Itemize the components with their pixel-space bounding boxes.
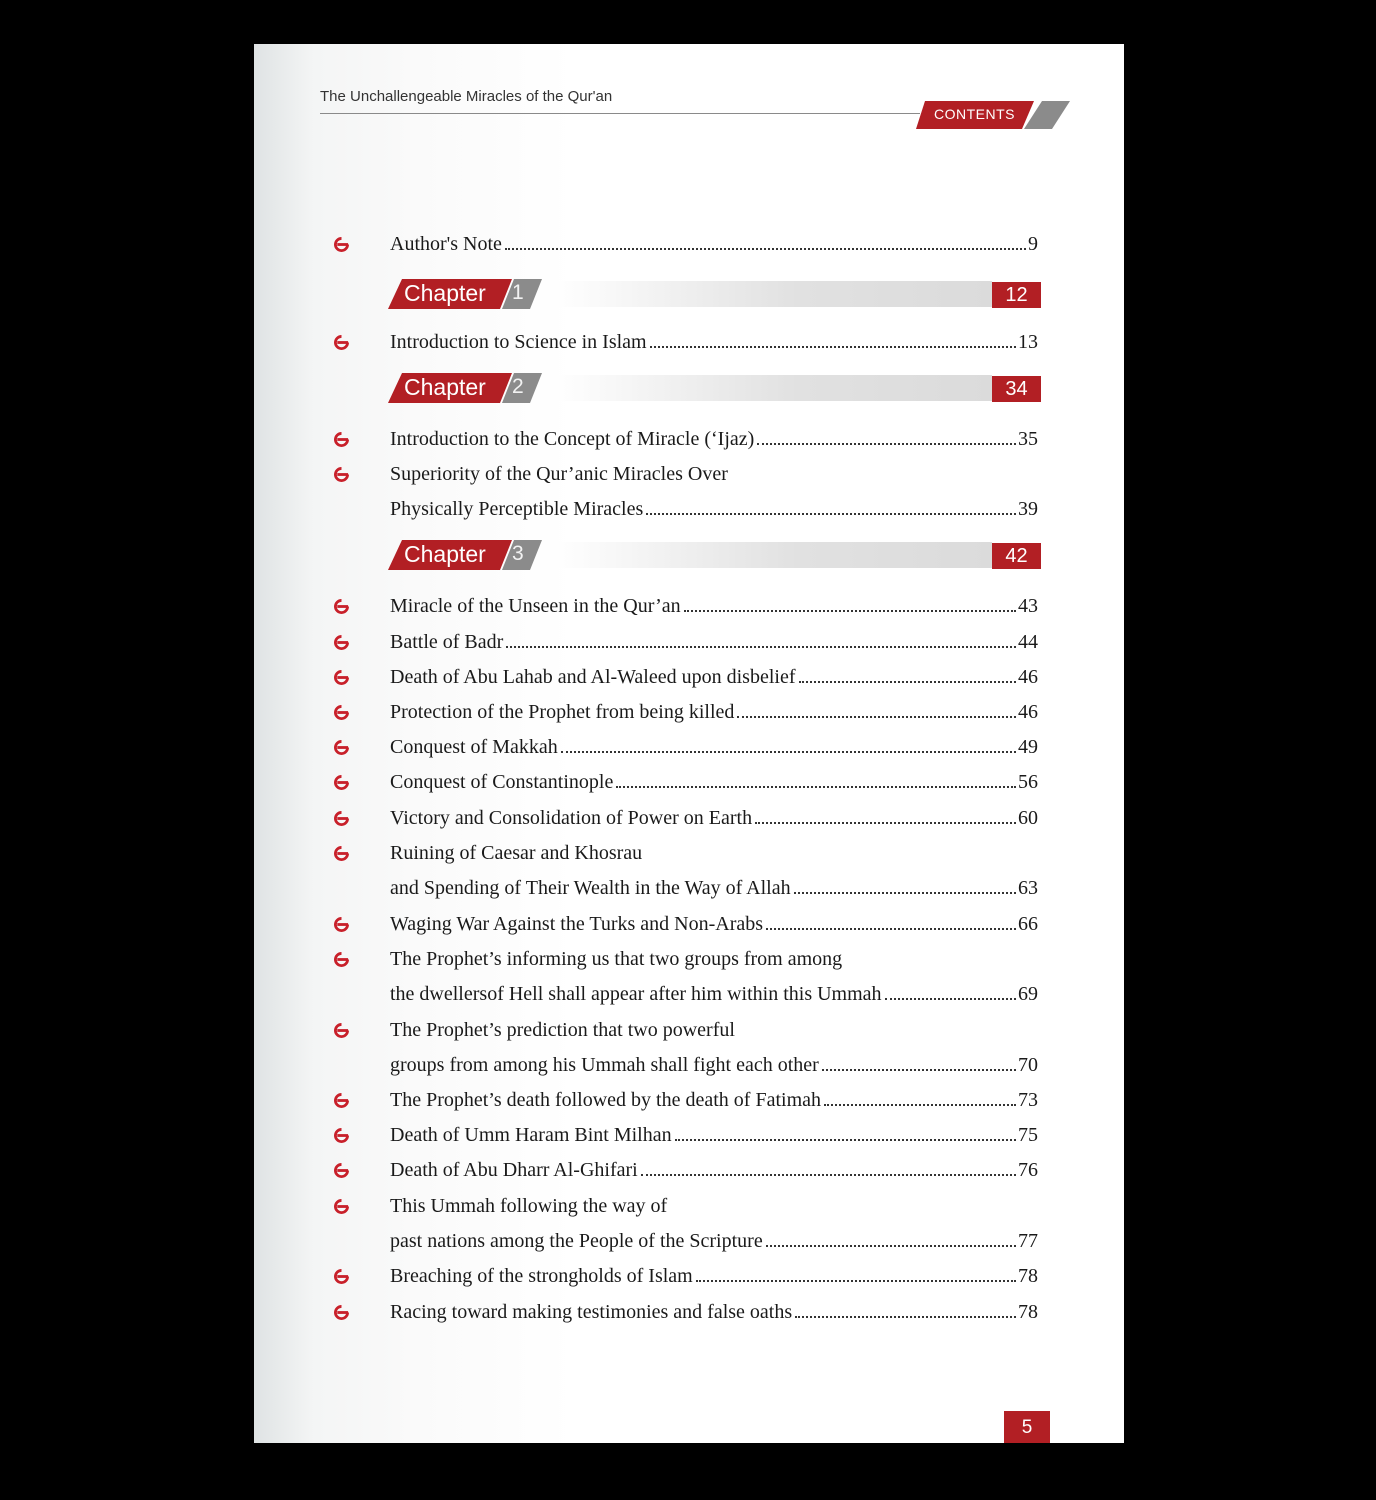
chapter-page-number: 12: [992, 282, 1041, 308]
chapter-word: Chapter: [404, 541, 486, 567]
dot-leader: [641, 1174, 1016, 1176]
arrow-circle-icon: [334, 740, 349, 755]
dot-leader: [737, 716, 1016, 718]
toc-entry-line: [390, 841, 1038, 865]
toc-entry-line: [390, 1158, 1038, 1182]
chapter-page-number: 42: [992, 543, 1041, 569]
toc-entry-page: 44: [1018, 631, 1038, 653]
arrow-circle-icon: [334, 705, 349, 720]
arrow-circle-icon: [334, 1023, 349, 1038]
dot-leader: [506, 646, 1016, 648]
toc-entry-line: [390, 982, 1038, 1006]
dot-leader: [684, 610, 1016, 612]
toc-entry-page: 46: [1018, 666, 1038, 688]
toc-entry-line: [390, 912, 1038, 936]
toc-entry-page: 75: [1018, 1124, 1038, 1146]
toc-entry-line: [390, 1123, 1038, 1147]
toc-entry-line: [390, 427, 1038, 451]
chapter-band: [554, 542, 992, 568]
chapter-band: [554, 375, 992, 401]
toc-entry-line: [390, 462, 1038, 486]
toc-entry-title: Superiority of the Qur’anic Miracles Over: [390, 463, 728, 485]
dot-leader: [795, 1316, 1016, 1318]
toc-entry-page: 9: [1028, 233, 1038, 255]
arrow-circle-icon: [334, 1093, 349, 1108]
toc-entry-line: [390, 770, 1038, 794]
toc-entry-title: Author's Note: [390, 233, 502, 255]
contents-label: CONTENTS: [934, 106, 1015, 122]
toc-entry-title: Ruining of Caesar and Khosrau: [390, 842, 643, 864]
toc-entry-title: and Spending of Their Wealth in the Way of Allah: [390, 877, 791, 899]
arrow-circle-icon: [334, 917, 349, 932]
arrow-circle-icon: [334, 952, 349, 967]
page-number: 5: [1004, 1411, 1050, 1443]
toc-entry-page: 73: [1018, 1089, 1038, 1111]
chapter-number: 3: [512, 542, 524, 565]
toc-entry-line: [390, 1229, 1038, 1253]
toc-entry-title: Conquest of Constantinople: [390, 771, 614, 793]
toc-entry-line: [390, 594, 1038, 618]
arrow-circle-icon: [334, 846, 349, 861]
dot-leader: [885, 998, 1016, 1000]
dot-leader: [799, 681, 1017, 683]
toc-entry-line: [390, 1018, 1038, 1042]
arrow-circle-icon: [334, 775, 349, 790]
dot-leader: [822, 1069, 1016, 1071]
toc-entry-page: 39: [1018, 498, 1038, 520]
chapter-word: Chapter: [404, 280, 486, 306]
toc-entry-title: Protection of the Prophet from being killed: [390, 701, 735, 723]
chapter-heading: [254, 373, 1124, 403]
toc-entry-title: Death of Abu Lahab and Al-Waleed upon disbelief: [390, 666, 796, 688]
toc-entry-title: past nations among the People of the Scripture: [390, 1230, 763, 1252]
arrow-circle-icon: [334, 237, 349, 252]
chapter-heading: [254, 279, 1124, 309]
dot-leader: [766, 1245, 1016, 1247]
toc-entry-page: 76: [1018, 1159, 1038, 1181]
toc-entry-line: [390, 700, 1038, 724]
toc-entry-title: The Prophet’s prediction that two powerful: [390, 1019, 735, 1041]
dot-leader: [755, 822, 1016, 824]
toc-entry-line: [390, 735, 1038, 759]
toc-entry-title: groups from among his Ummah shall fight each other: [390, 1054, 819, 1076]
toc-entry-page: 77: [1018, 1230, 1038, 1252]
toc-entry-page: 66: [1018, 913, 1038, 935]
arrow-circle-icon: [334, 1163, 349, 1178]
arrow-circle-icon: [334, 670, 349, 685]
arrow-circle-icon: [334, 467, 349, 482]
toc-entry-page: 13: [1018, 331, 1038, 353]
chapter-heading: [254, 540, 1124, 570]
toc-entry-page: 70: [1018, 1054, 1038, 1076]
toc-entry-line: [390, 947, 1038, 971]
chapter-word: Chapter: [404, 374, 486, 400]
dot-leader: [766, 928, 1016, 930]
toc-entry-title: Battle of Badr: [390, 631, 504, 653]
toc-entry-title: Breaching of the strongholds of Islam: [390, 1265, 693, 1287]
toc-entry-title: Waging War Against the Turks and Non-Arabs: [390, 913, 764, 935]
dot-leader: [824, 1104, 1016, 1106]
chapter-number: 2: [512, 375, 524, 398]
toc-entry-title: Miracle of the Unseen in the Qur’an: [390, 595, 681, 617]
arrow-circle-icon: [334, 1305, 349, 1320]
dot-leader: [646, 513, 1016, 515]
chapter-number: 1: [512, 281, 524, 304]
dot-leader: [650, 346, 1016, 348]
toc-entry-line: [390, 232, 1038, 256]
arrow-circle-icon: [334, 1128, 349, 1143]
book-page: [254, 44, 1124, 1443]
toc-entry-title: The Prophet’s death followed by the death of Fatimah: [390, 1089, 822, 1111]
table-of-contents: [254, 44, 1124, 1443]
toc-entry-page: 35: [1018, 428, 1038, 450]
dot-leader: [675, 1139, 1016, 1141]
toc-entry-title: Death of Umm Haram Bint Milhan: [390, 1124, 672, 1146]
toc-entry-page: 43: [1018, 595, 1038, 617]
toc-entry-line: [390, 665, 1038, 689]
dot-leader: [505, 248, 1026, 250]
dot-leader: [696, 1280, 1016, 1282]
toc-entry-page: 46: [1018, 701, 1038, 723]
toc-entry-line: [390, 1264, 1038, 1288]
arrow-circle-icon: [334, 599, 349, 614]
toc-entry-title: This Ummah following the way of: [390, 1195, 668, 1217]
toc-entry-title: Death of Abu Dharr Al-Ghifari: [390, 1159, 638, 1181]
toc-entry-title: The Prophet’s informing us that two groups from among: [390, 948, 843, 970]
toc-entry-page: 49: [1018, 736, 1038, 758]
toc-entry-line: [390, 806, 1038, 830]
toc-entry-page: 56: [1018, 771, 1038, 793]
arrow-circle-icon: [334, 1269, 349, 1284]
toc-entry-line: [390, 330, 1038, 354]
toc-entry-page: 60: [1018, 807, 1038, 829]
toc-entry-title: Introduction to the Concept of Miracle (‘Ijaz): [390, 428, 755, 450]
toc-entry-line: [390, 630, 1038, 654]
dot-leader: [561, 751, 1016, 753]
chapter-band: [554, 281, 992, 307]
toc-entry-line: [390, 497, 1038, 521]
dot-leader: [794, 892, 1016, 894]
toc-entry-page: 78: [1018, 1265, 1038, 1287]
toc-entry-title: Introduction to Science in Islam: [390, 331, 647, 353]
toc-entry-page: 69: [1018, 983, 1038, 1005]
arrow-circle-icon: [334, 635, 349, 650]
toc-entry-line: [390, 1194, 1038, 1218]
chapter-page-number: 34: [992, 376, 1041, 402]
toc-entry-title: Physically Perceptible Miracles: [390, 498, 644, 520]
arrow-circle-icon: [334, 432, 349, 447]
toc-entry-title: Racing toward making testimonies and false oaths: [390, 1301, 793, 1323]
arrow-circle-icon: [334, 335, 349, 350]
toc-entry-title: Victory and Consolidation of Power on Earth: [390, 807, 753, 829]
toc-entry-line: [390, 1088, 1038, 1112]
toc-entry-line: [390, 1053, 1038, 1077]
arrow-circle-icon: [334, 1199, 349, 1214]
toc-entry-page: 78: [1018, 1301, 1038, 1323]
toc-entry-page: 63: [1018, 877, 1038, 899]
running-book-title: The Unchallengeable Miracles of the Qur'an: [320, 88, 613, 105]
toc-entry-title: the dwellersof Hell shall appear after him within this Ummah: [390, 983, 882, 1005]
dot-leader: [757, 443, 1016, 445]
toc-entry-title: Conquest of Makkah: [390, 736, 558, 758]
toc-entry-line: [390, 876, 1038, 900]
toc-entry-line: [390, 1300, 1038, 1324]
arrow-circle-icon: [334, 811, 349, 826]
dot-leader: [616, 786, 1016, 788]
